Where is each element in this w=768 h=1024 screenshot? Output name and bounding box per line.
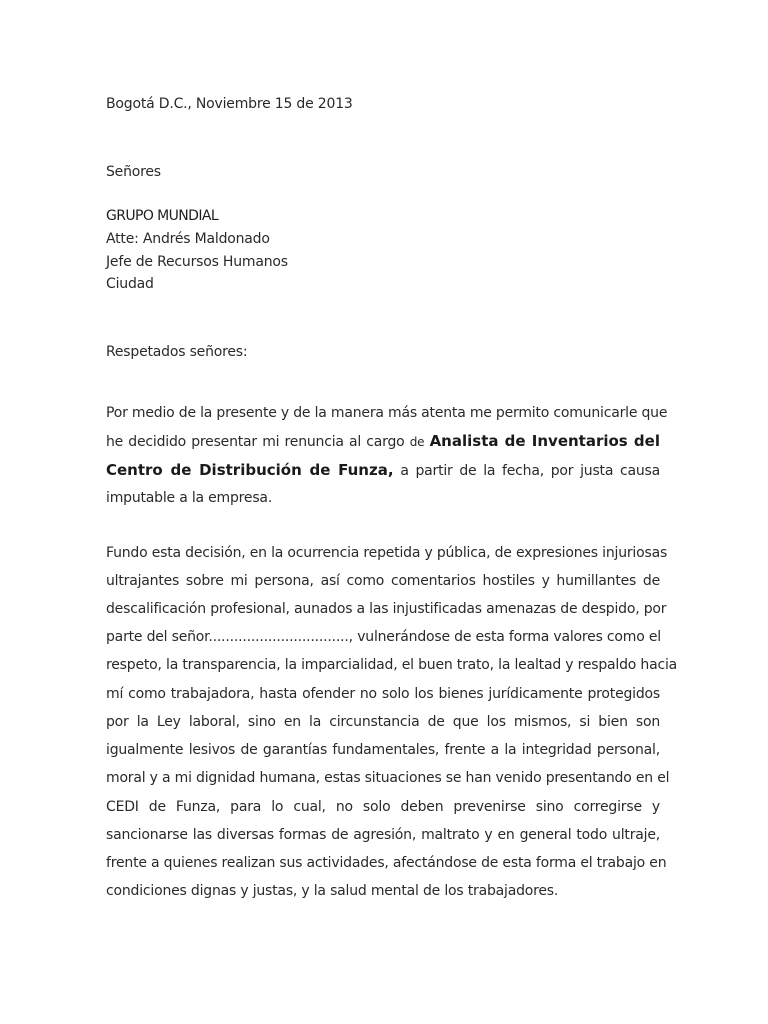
recipient-city: Ciudad xyxy=(106,276,154,292)
paragraph-2-line: por la Ley laboral, sino en la circunstancia de que los mismos, si bien son xyxy=(106,714,660,730)
paragraph-2-line: igualmente lesivos de garantías fundamentales, frente a la integridad personal, xyxy=(106,742,660,758)
paragraph-1-line-2 xyxy=(106,432,660,451)
paragraph-1-line-3-text: a partir de la fecha, por justa causa xyxy=(400,463,661,479)
greeting: Respetados señores: xyxy=(106,344,248,360)
paragraph-1-line-2-text: he decidido presentar mi renuncia al cargo xyxy=(106,434,405,450)
paragraph-2-line: CEDI de Funza, para lo cual, no solo deben prevenirse sino corregirse y xyxy=(106,799,660,815)
paragraph-2-line: descalificación profesional, aunados a las injustificadas amenazas de despido, por xyxy=(106,601,667,617)
paragraph-2-line: Fundo esta decisión, en la ocurrencia repetida y pública, de expresiones injuriosas xyxy=(106,545,668,561)
paragraph-2-line: condiciones dignas y justas, y la salud mental de los trabajadores. xyxy=(106,883,559,899)
paragraph-1-line-2-de: de xyxy=(409,435,425,449)
paragraph-2-line: parte del señor................................., vulnerándose de esta forma valores como el xyxy=(106,629,661,645)
paragraph-2-line: respeto, la transparencia, la imparcialidad, el buen trato, la lealtad y respaldo hacia xyxy=(106,657,678,673)
recipient-role: Jefe de Recursos Humanos xyxy=(106,254,288,270)
place-date: Bogotá D.C., Noviembre 15 de 2013 xyxy=(106,96,353,112)
paragraph-2-line: sancionarse las diversas formas de agresión, maltrato y en general todo ultraje, xyxy=(106,827,660,843)
paragraph-1-line-4: imputable a la empresa. xyxy=(106,490,273,506)
paragraph-1-line-3 xyxy=(106,461,660,480)
paragraph-1-line-1: Por medio de la presente y de la manera más atenta me permito comunicarle que xyxy=(106,405,668,421)
job-title-part-2: Centro de Distribución de Funza, xyxy=(106,461,394,479)
recipient-company: GRUPO MUNDIAL xyxy=(106,208,219,224)
paragraph-2-line: moral y a mi dignidad humana, estas situaciones se han venido presentando en el xyxy=(106,770,670,786)
salutation-to: Señores xyxy=(106,164,161,180)
paragraph-2-line: mí como trabajadora, hasta ofender no solo los bienes jurídicamente protegidos xyxy=(106,686,660,702)
paragraph-2-line: ultrajantes sobre mi persona, así como comentarios hostiles y humillantes de xyxy=(106,573,660,589)
recipient-attention: Atte: Andrés Maldonado xyxy=(106,231,270,247)
job-title-part-1: Analista de Inventarios del xyxy=(429,432,660,450)
paragraph-2-line: frente a quienes realizan sus actividades, afectándose de esta forma el trabajo en xyxy=(106,855,667,871)
